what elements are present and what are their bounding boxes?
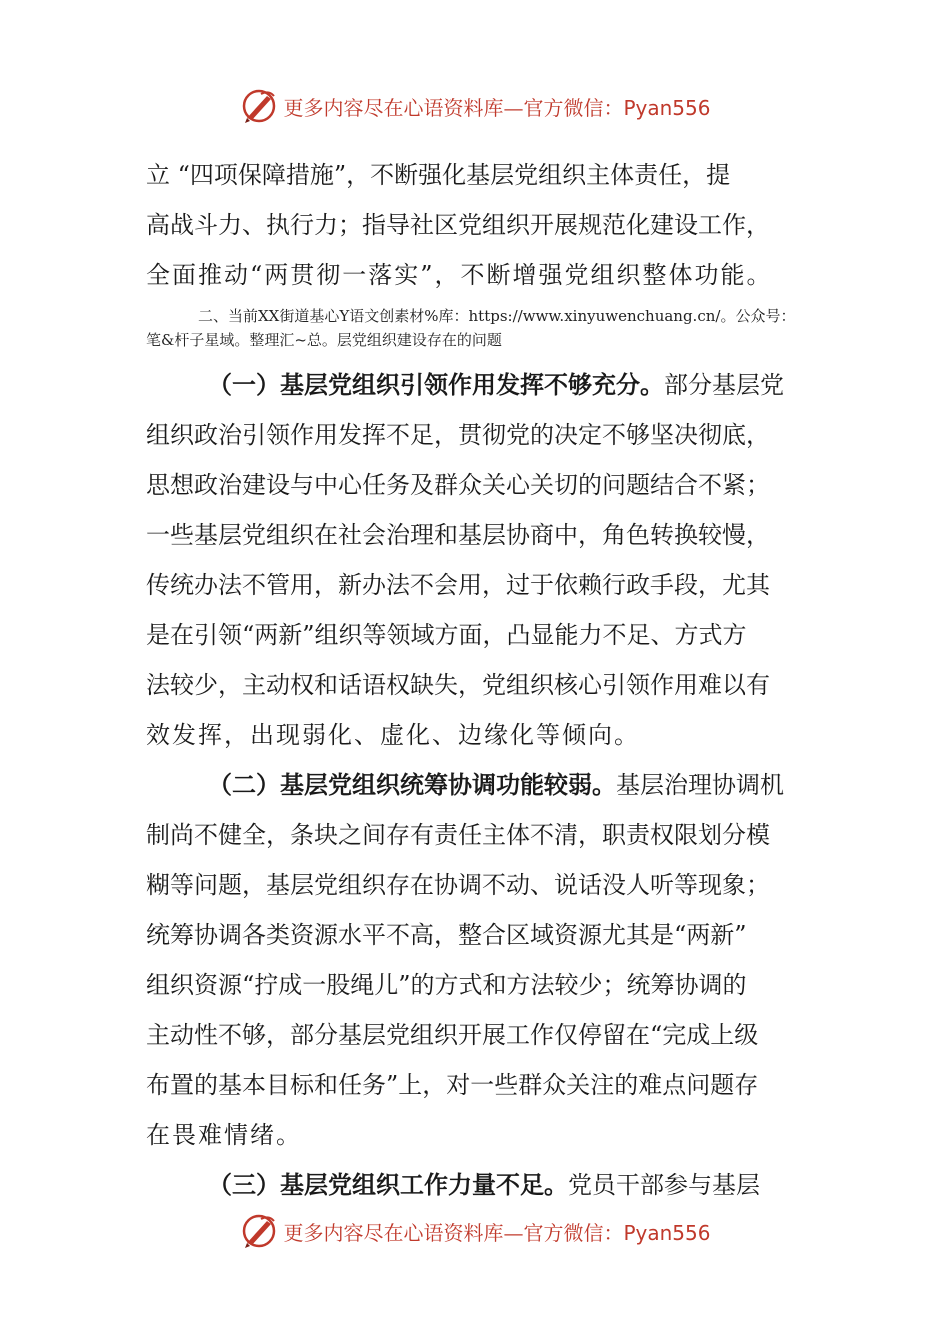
text-line: 统筹协调各类资源水平不高，整合区域资源尤其是“两新” [146,921,747,949]
text-line: 制尚不健全，条块之间存有责任主体不清，职责权限划分模 [146,821,770,849]
text-line: 在畏难情绪。 [146,1121,302,1149]
banner-text: 更多内容尽在心语资料库—官方微信：Pyan556 [283,1220,711,1245]
text-line: 立 “四项保障措施”，不断强化基层党组织主体责任，提 [146,161,731,189]
section-text: 部分基层党 [664,371,784,399]
text-line: 传统办法不管用，新办法不会用，过于依赖行政手段，尤其 [146,571,770,599]
section-heading: （三）基层党组织工作力量不足。 [208,1170,568,1199]
document-body [146,150,812,1210]
text-line: 糊等问题，基层党组织存在协调不动、说话没人听等现象； [146,871,770,899]
pen-logo-icon [239,86,279,126]
header-banner [0,86,950,126]
notice-line: 笔&杆子星域。整理汇~总。层党组织建设存在的问题 [146,331,502,349]
text-line: 组织政治引领作用发挥不足，贯彻党的决定不够坚决彻底， [146,421,770,449]
footer-banner [0,1211,950,1251]
section-heading: （二）基层党组织统筹协调功能较弱。 [208,770,616,799]
text-line: 法较少，主动权和话语权缺失，党组织核心引领作用难以有 [146,671,770,699]
text-line: 主动性不够，部分基层党组织开展工作仅停留在“完成上级 [146,1021,759,1049]
section-heading-line [146,760,812,810]
section-heading-line [146,360,812,410]
banner-text: 更多内容尽在心语资料库—官方微信：Pyan556 [283,95,711,120]
text-line: 组织资源“拧成一股绳儿”的方式和方法较少；统筹协调的 [146,971,747,999]
text-line: 全面推动“两贯彻一落实”，不断增强党组织整体功能。 [146,261,773,289]
text-line: 一些基层党组织在社会治理和基层协商中，角色转换较慢， [146,521,770,549]
text-line: 效发挥，出现弱化、虚化、边缘化等倾向。 [146,721,640,749]
section-text: 党员干部参与基层 [568,1171,760,1199]
text-line: 布置的基本目标和任务”上，对一些群众关注的难点问题存 [146,1071,759,1099]
section-heading: （一）基层党组织引领作用发挥不够充分。 [208,370,664,399]
section-text: 基层治理协调机 [616,771,784,799]
pen-logo-icon [239,1211,279,1251]
text-line: 是在引领“两新”组织等领域方面，凸显能力不足、方式方 [146,621,747,649]
inserted-notice [146,304,812,352]
text-line: 高战斗力、执行力；指导社区党组织开展规范化建设工作， [146,211,770,239]
text-line: 思想政治建设与中心任务及群众关心关切的问题结合不紧； [146,471,770,499]
notice-line: 二、当前XX街道基心Y语文创素材%库：https://www.xinyuwenchuang.cn/。公众号： [198,307,796,325]
section-heading-line [146,1160,812,1210]
